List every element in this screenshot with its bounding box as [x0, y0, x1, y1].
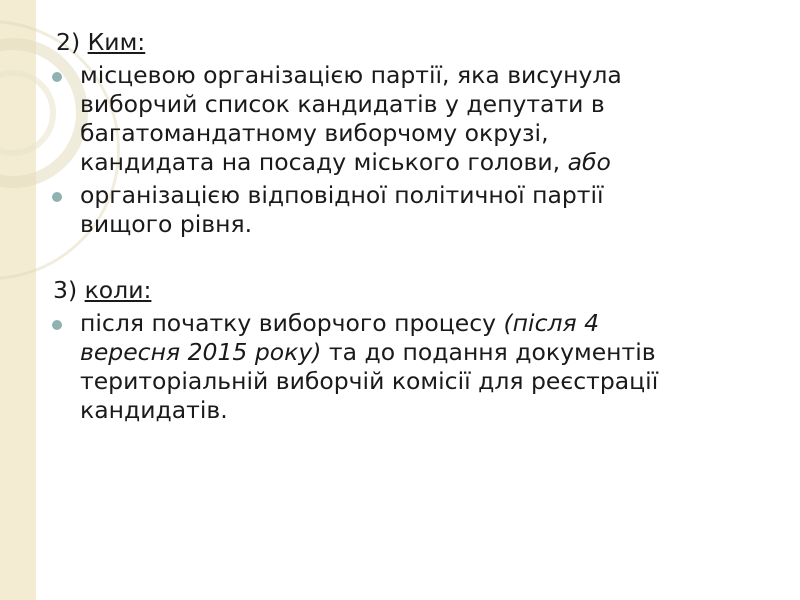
heading-when-number: 3)	[53, 276, 78, 304]
heading-who-label: Ким:	[87, 28, 146, 56]
text-line: багатомандатному виборчому окрузі,	[80, 119, 549, 147]
heading-when-label: коли:	[84, 276, 152, 304]
text-line: кандидатів.	[80, 396, 228, 424]
text-line: вищого рівня.	[80, 210, 253, 238]
text-line	[80, 309, 750, 338]
text-segment: та до подання документів	[321, 338, 656, 366]
text-line: виборчий список кандидатів у депутати в	[80, 90, 605, 118]
bullet-dot-icon	[52, 72, 62, 82]
text-line	[80, 338, 750, 367]
bullet-timing	[50, 309, 750, 425]
text-segment: після початку виборчого процесу	[80, 309, 504, 337]
italic-segment: або	[567, 148, 611, 176]
bullet-higher-organization	[50, 181, 750, 239]
text-line: територіальній виборчій комісії для реєстрації	[80, 367, 659, 395]
heading-who	[56, 28, 750, 57]
bullet-local-organization	[50, 61, 750, 177]
slide-content	[50, 28, 750, 429]
text-line: місцевою організацією партії, яка висунула	[80, 61, 622, 89]
heading-when	[53, 276, 750, 305]
text-segment: кандидата на посаду міського голови,	[80, 148, 568, 176]
text-line	[80, 148, 750, 177]
bullet-dot-icon	[52, 320, 62, 330]
italic-segment: (після 4	[503, 309, 600, 337]
heading-who-number: 2)	[56, 28, 81, 56]
bullet-dot-icon	[52, 192, 62, 202]
text-line: організацією відповідної політичної партії	[80, 181, 604, 209]
italic-segment: вересня 2015 року)	[80, 338, 322, 366]
